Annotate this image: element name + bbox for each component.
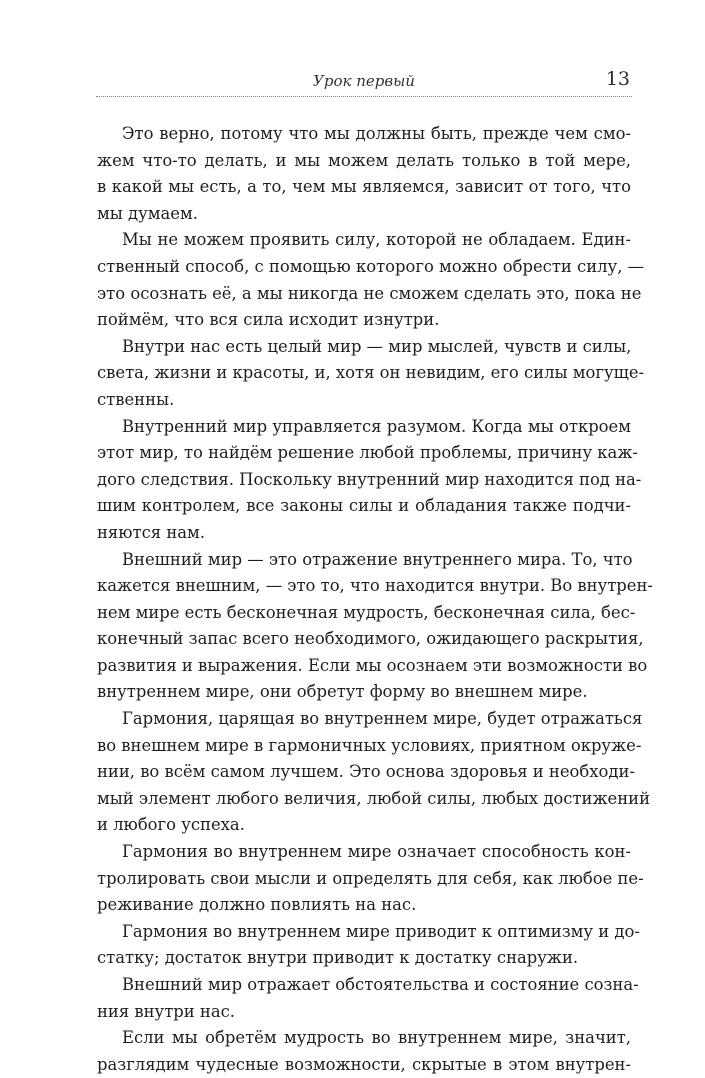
text-line: жем что-то делать, и мы можем делать только в той мере, bbox=[97, 150, 631, 170]
text-line: Если мы обретём мудрость во внутреннем мире, значит, bbox=[122, 1028, 631, 1048]
text-line: в какой мы есть, а то, чем мы являемся, зависит от того, что bbox=[97, 177, 631, 197]
text-line: света, жизни и красоты, и, хотя он невидим, его силы могуще- bbox=[97, 363, 645, 383]
text-line: конечный запас всего необходимого, ожидающего раскрытия, bbox=[97, 629, 644, 649]
text-line: ственны. bbox=[97, 389, 175, 409]
paragraph bbox=[97, 1025, 631, 1078]
text-line: Внутри нас есть целый мир — мир мыслей, чувств и силы, bbox=[122, 336, 632, 356]
text-line: шим контролем, все законы силы и обладания также подчи- bbox=[97, 496, 631, 516]
running-title: Урок первый bbox=[313, 72, 415, 90]
text-line: Внешний мир отражает обстоятельства и состояние созна- bbox=[122, 975, 639, 994]
paragraph bbox=[97, 414, 642, 547]
text-line: это осознать её, а мы никогда не сможем сделать это, пока не bbox=[97, 283, 642, 303]
text-line: Гармония во внутреннем мире означает способность кон- bbox=[122, 842, 631, 862]
text-line: ния внутри нас. bbox=[97, 1001, 235, 1021]
text-line: нем мире есть бесконечная мудрость, бесконечная сила, бес- bbox=[97, 602, 636, 622]
text-line: внутреннем мире, они обретут форму во внешнем мире. bbox=[97, 682, 588, 702]
running-header bbox=[96, 66, 632, 97]
paragraph bbox=[97, 227, 645, 333]
text-line: мы думаем. bbox=[97, 203, 198, 223]
text-line: Гармония во внутреннем мире приводит к оптимизму и до- bbox=[122, 921, 640, 941]
text-line: тролировать свои мысли и определять для себя, как любое пе- bbox=[97, 868, 644, 888]
paragraph bbox=[97, 839, 644, 919]
text-line: кажется внешним, — это то, что находится внутри. Во внутрен- bbox=[97, 576, 653, 596]
text-line: статку; достаток внутри приводит к достатку снаружи. bbox=[97, 948, 579, 968]
text-line: ственный способ, с помощью которого можно обрести силу, — bbox=[97, 256, 645, 276]
paragraph bbox=[97, 334, 645, 414]
text-line: Гармония, царящая во внутреннем мире, будет отражаться bbox=[122, 709, 643, 729]
paragraph bbox=[97, 972, 639, 1025]
text-line: развития и выражения. Если мы осознаем эти возможности во bbox=[97, 655, 648, 675]
text-line: во внешнем мире в гармоничных условиях, приятном окруже- bbox=[97, 735, 642, 755]
text-line: Внутренний мир управляется разумом. Когда мы откроем bbox=[122, 416, 631, 436]
text-line: этот мир, то найдём решение любой проблемы, причину каж- bbox=[97, 443, 638, 463]
text-line: няются нам. bbox=[97, 522, 205, 542]
paragraph bbox=[97, 547, 653, 707]
text-line: поймём, что вся сила исходит изнутри. bbox=[97, 310, 440, 330]
text-line: Это верно, потому что мы должны быть, прежде чем смо- bbox=[122, 124, 631, 143]
text-line: дого следствия. Поскольку внутренний мир находится под на- bbox=[97, 469, 642, 489]
text-line: разглядим чудесные возможности, скрытые в этом внутрен- bbox=[97, 1054, 631, 1074]
text-line: Внешний мир — это отражение внутреннего мира. То, что bbox=[122, 549, 633, 569]
paragraph bbox=[97, 121, 631, 227]
text-line: реживание должно повлиять на нас. bbox=[97, 895, 417, 915]
text-line: и любого успеха. bbox=[97, 815, 245, 835]
paragraph bbox=[97, 919, 640, 972]
page-body bbox=[97, 121, 653, 1078]
text-line: нии, во всём самом лучшем. Это основа здоровья и необходи- bbox=[97, 762, 635, 782]
paragraph bbox=[97, 706, 651, 839]
text-line: Мы не можем проявить силу, которой не обладаем. Един- bbox=[122, 230, 631, 250]
text-line: мый элемент любого величия, любой силы, любых достижений bbox=[97, 788, 651, 808]
page-number: 13 bbox=[605, 68, 630, 90]
